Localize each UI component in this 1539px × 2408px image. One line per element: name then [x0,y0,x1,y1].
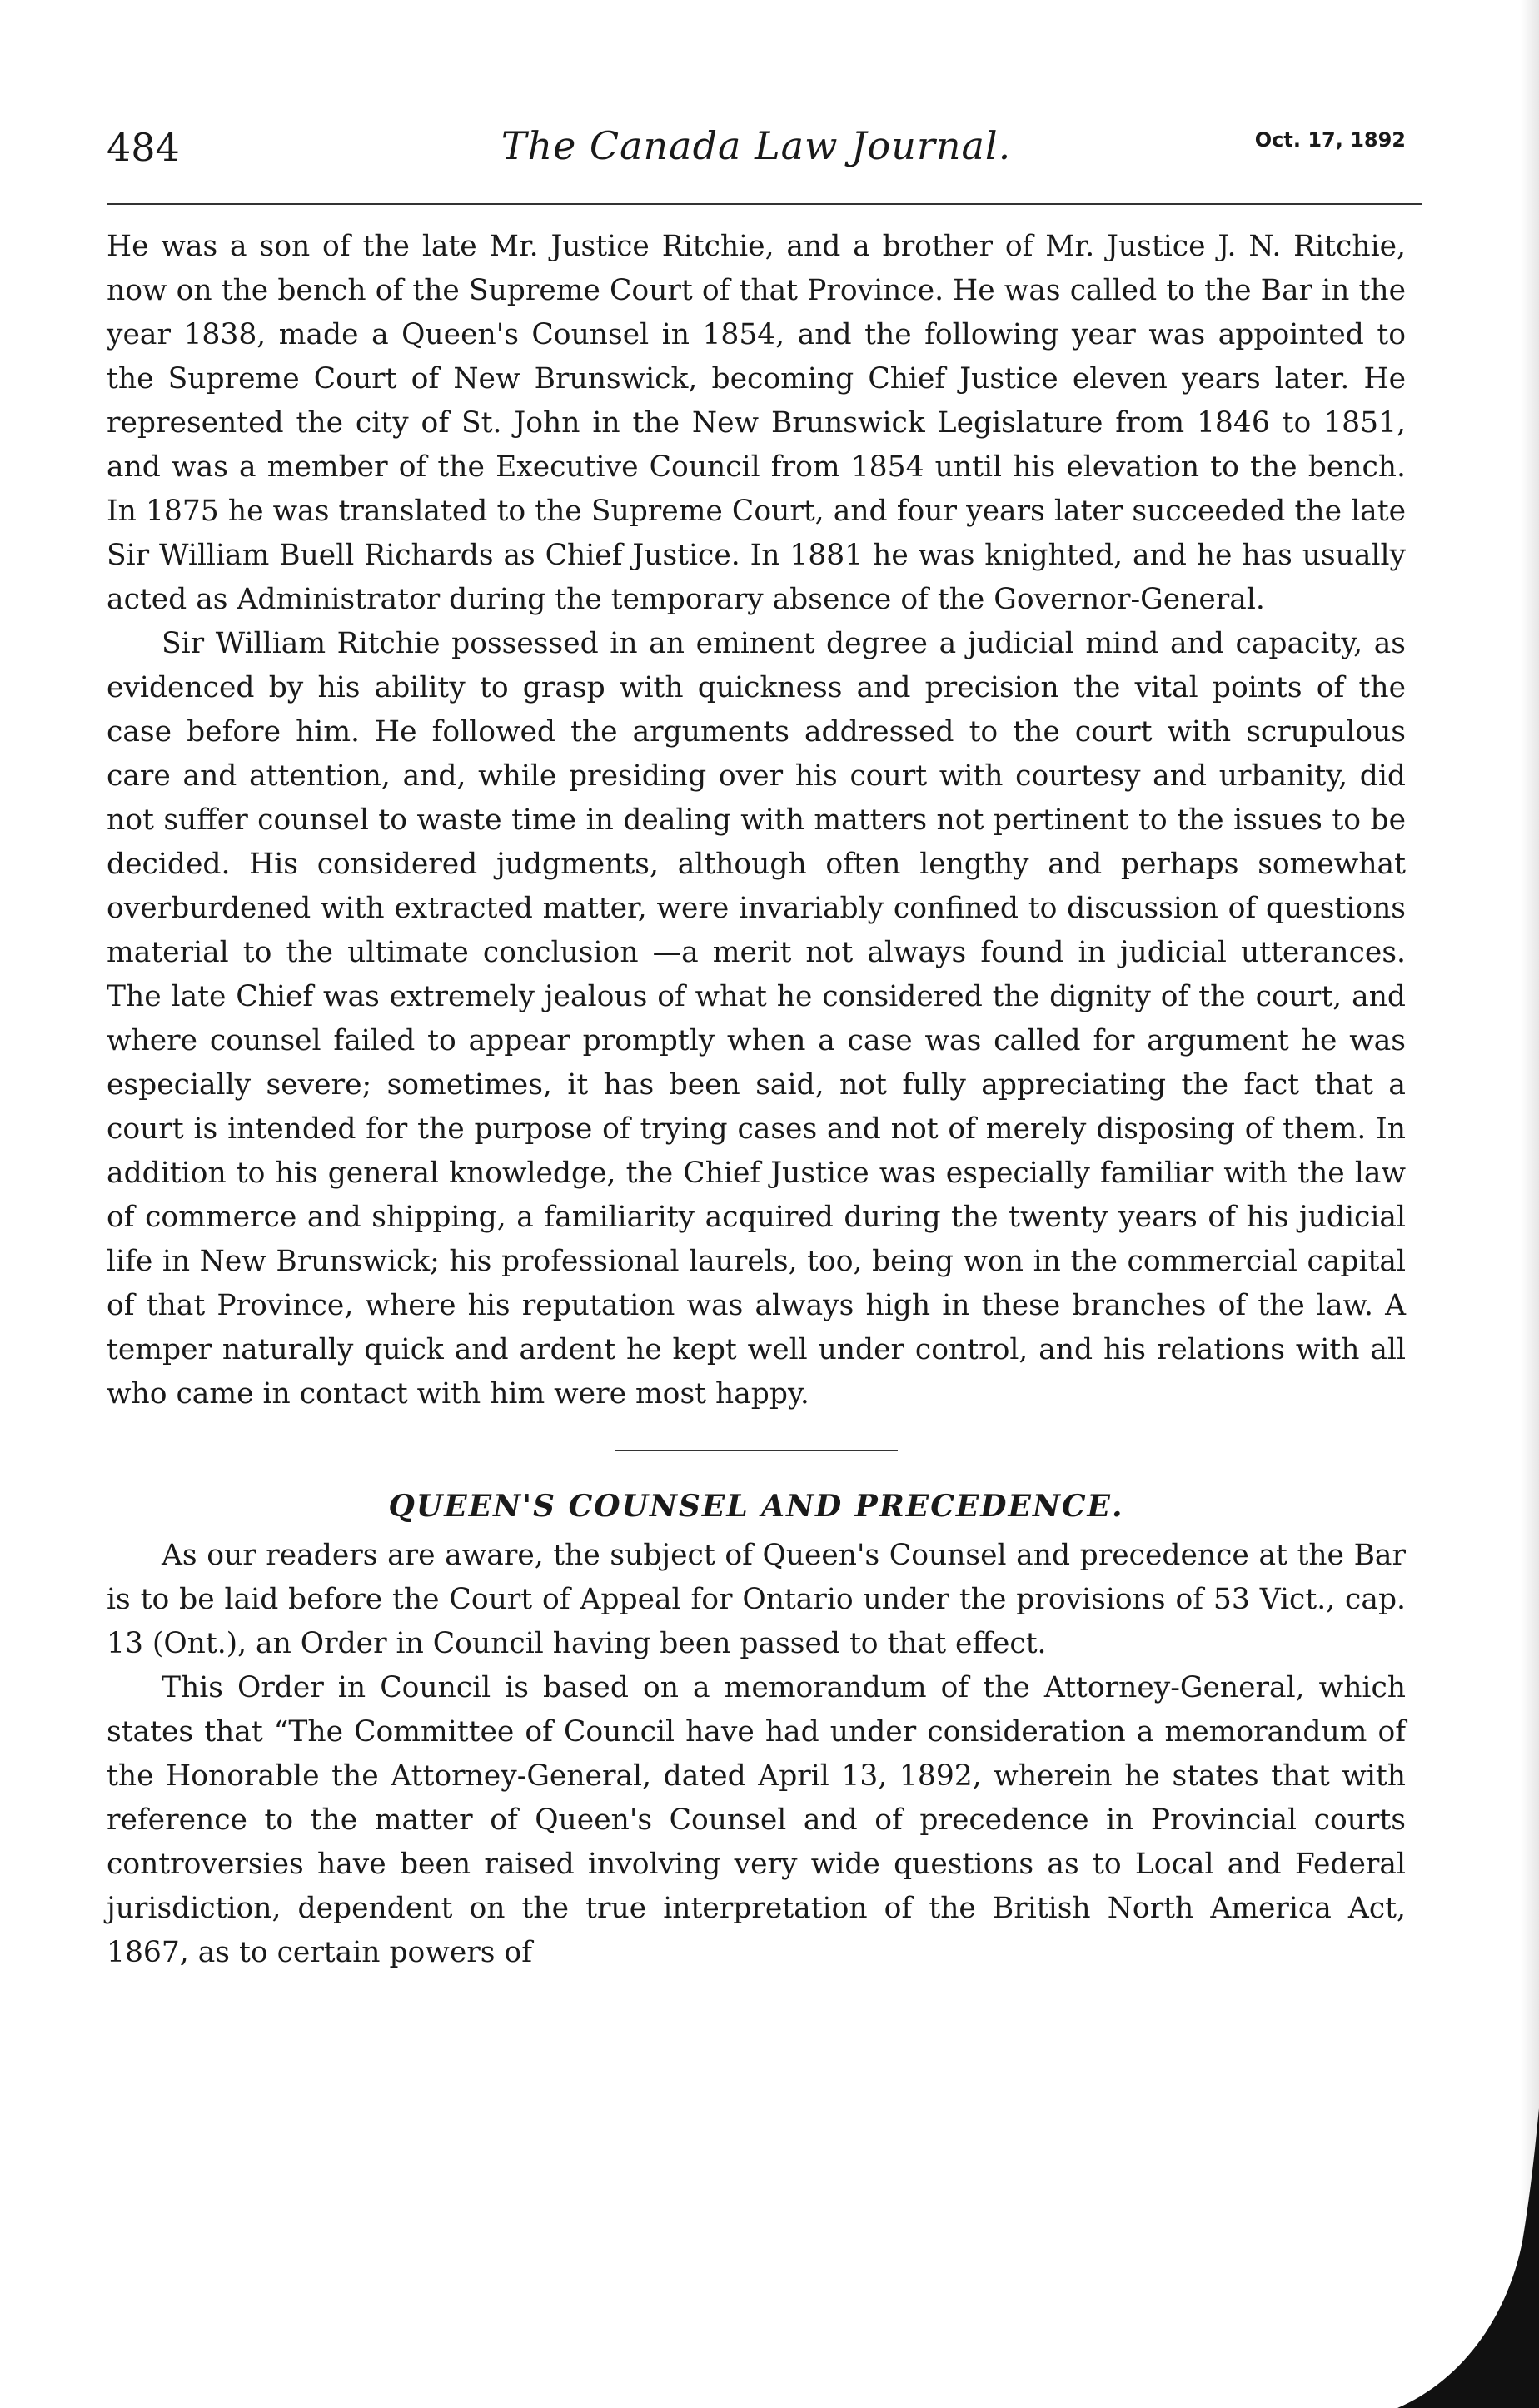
section-paragraph-1: As our readers are aware, the subject of Queen's Counsel and precedence at the Bar is to be laid before the Court of Appeal for Ontario under the provisions of 53 Vict., cap. 13 (Ont.), an Order in Council having been passed to that effect. [107,1539,1406,1660]
section-paragraph-2: This Order in Council is based on a memorandum of the Attorney-General, which states that “The Committee of Council have had under consideration a memorandum of the Honorable the Attorney-General, dated April 13, 1892, wherein he states that with reference to the matter of Queen's Counsel and of precedence in Provincial courts controversies have been raised involving very wide questions as to Local and Federal jurisdiction, dependent on the true interpretation of the British North America Act, 1867, as to certain powers of [107,1671,1406,1969]
page-number: 484 [107,125,180,170]
article-paragraph-2: Sir William Ritchie possessed in an eminent degree a judicial mind and capacity, as evidenced by his ability to grasp with quickness and precision the vital points of the case before him. He followed the arguments addressed to the court with scrupulous care and attention, and, while presiding over his court with courtesy and urbanity, did not suffer counsel to waste time in dealing with matters not pertinent to the issues to be decided. His considered judgments, although often lengthy and perhaps somewhat overburdened with extracted matter, were invariably confined to discussion of questions material to the ultimate conclusion —a merit not always found in judicial utterances. The late Chief was extremely jealous of what he considered the dignity of the court, and where counsel failed to appear promptly when a case was called for argument he was especially severe; sometimes, it has been said, not fully appreciating the fact that a court is intended for the purpose of trying cases and not of merely disposing of them. In addition to his general knowledge, the Chief Justice was especially familiar with the law of commerce and shipping, a familiarity acquired during the twenty years of his judicial life in New Brunswick; his professional laurels, too, being won in the commercial capital of that Province, where his reputation was always high in these branches of the law. A temper naturally quick and ardent he kept well under control, and his relations with all who came in contact with him were most happy. [107,627,1406,1410]
article-paragraph-1: He was a son of the late Mr. Justice Ritchie, and a brother of Mr. Justice J. N. Ritchie, now on the bench of the Supreme Court of that Province. He was called to the Bar in the year 1838, made a Queen's Counsel in 1854, and the following year was appointed to the Supreme Court of New Brunswick, becoming Chief Justice eleven years later. He represented the city of St. John in the New Brunswick Legislature from 1846 to 1851, and was a member of the Executive Council from 1854 until his elevation to the bench. In 1875 he was translated to the Supreme Court, and four years later succeeded the late Sir William Buell Richards as Chief Justice. In 1881 he was knighted, and he has usually acted as Administrator during the temporary absence of the Governor-General. [107,230,1406,616]
section-divider [615,1450,898,1451]
page-edge-shadow [1521,0,1539,2408]
section-heading: QUEEN'S COUNSEL AND PRECEDENCE. [388,1489,1124,1524]
page-curl-shadow [1397,2108,1539,2408]
header-rule [107,203,1422,205]
issue-date: Oct. 17, 1892 [1254,128,1406,152]
journal-title: The Canada Law Journal. [501,123,1012,168]
running-header [107,117,1406,183]
body-text [107,225,1406,1975]
